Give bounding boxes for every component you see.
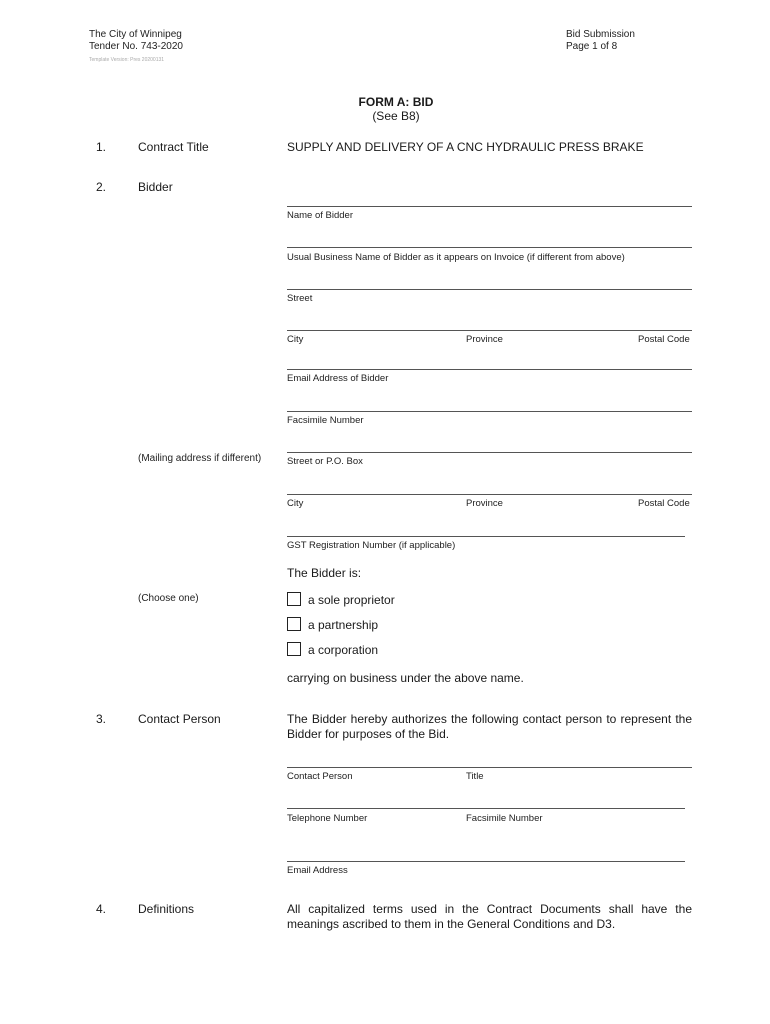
section-1-label: Contract Title (138, 140, 209, 154)
city-caption: City (287, 334, 304, 345)
section-3-label: Contact Person (138, 712, 221, 726)
org-name: The City of Winnipeg (89, 29, 182, 40)
tender-number: Tender No. 743-2020 (89, 41, 183, 52)
corporation-checkbox[interactable] (287, 642, 301, 656)
sole-proprietor-label: a sole proprietor (308, 593, 395, 607)
section-4-number: 4. (96, 902, 107, 916)
contact-person-title-field[interactable] (287, 767, 692, 768)
street-po-field[interactable] (287, 452, 692, 453)
street-caption: Street (287, 293, 313, 304)
form-title: FORM A: BID (358, 95, 434, 109)
contact-email-field[interactable] (287, 861, 685, 862)
section-2-number: 2. (96, 180, 107, 194)
email-caption: Email Address of Bidder (287, 373, 389, 384)
city-province-postal-field[interactable] (287, 330, 692, 331)
section-1-number: 1. (96, 140, 107, 154)
telephone-caption: Telephone Number (287, 813, 368, 824)
telephone-fax-field[interactable] (287, 808, 685, 809)
mailing-city-province-postal-field[interactable] (287, 494, 692, 495)
contact-person-text: The Bidder hereby authorizes the following contact person to represent the Bidder for purposes of the Bid. (287, 712, 692, 741)
doc-type: Bid Submission (566, 29, 635, 40)
email-field[interactable] (287, 369, 692, 370)
title-caption: Title (466, 771, 484, 782)
template-version: Template Version: Pres 20200131 (89, 57, 165, 63)
corporation-label: a corporation (308, 643, 379, 657)
usual-name-caption: Usual Business Name of Bidder as it appears on Invoice (if different from above) (287, 252, 625, 263)
sole-proprietor-checkbox[interactable] (287, 592, 301, 606)
usual-name-field[interactable] (287, 247, 692, 248)
choose-one-note: (Choose one) (138, 593, 199, 604)
contract-title: SUPPLY AND DELIVERY OF A CNC HYDRAULIC PRESS BRAKE (287, 140, 644, 154)
gst-caption: GST Registration Number (if applicable) (287, 540, 456, 551)
bidder-is-label: The Bidder is: (287, 566, 362, 580)
street-po-caption: Street or P.O. Box (287, 456, 363, 467)
partnership-checkbox[interactable] (287, 617, 301, 631)
name-of-bidder-caption: Name of Bidder (287, 210, 354, 221)
fax-caption: Facsimile Number (287, 415, 364, 426)
name-of-bidder-field[interactable] (287, 206, 692, 207)
province-caption: Province (466, 334, 503, 345)
contact-fax-caption: Facsimile Number (466, 813, 543, 824)
mailing-address-note: (Mailing address if different) (138, 453, 262, 464)
form-subtitle: (See B8) (372, 109, 420, 123)
partnership-label: a partnership (308, 618, 379, 632)
gst-field[interactable] (287, 536, 685, 537)
mailing-postal-code-caption: Postal Code (638, 498, 690, 509)
mailing-province-caption: Province (466, 498, 503, 509)
section-3-number: 3. (96, 712, 107, 726)
mailing-city-caption: City (287, 498, 304, 509)
street-field[interactable] (287, 289, 692, 290)
section-4-label: Definitions (138, 902, 195, 916)
section-2-label: Bidder (138, 180, 173, 194)
postal-code-caption: Postal Code (638, 334, 690, 345)
contact-person-caption: Contact Person (287, 771, 353, 782)
fax-field[interactable] (287, 411, 692, 412)
contact-email-caption: Email Address (287, 865, 348, 876)
definitions-text: All capitalized terms used in the Contract Documents shall have the meanings ascribed to them in the General Conditions and D3. (287, 902, 692, 931)
carrying-on-text: carrying on business under the above name. (287, 671, 524, 685)
page-number: Page 1 of 8 (566, 41, 618, 52)
